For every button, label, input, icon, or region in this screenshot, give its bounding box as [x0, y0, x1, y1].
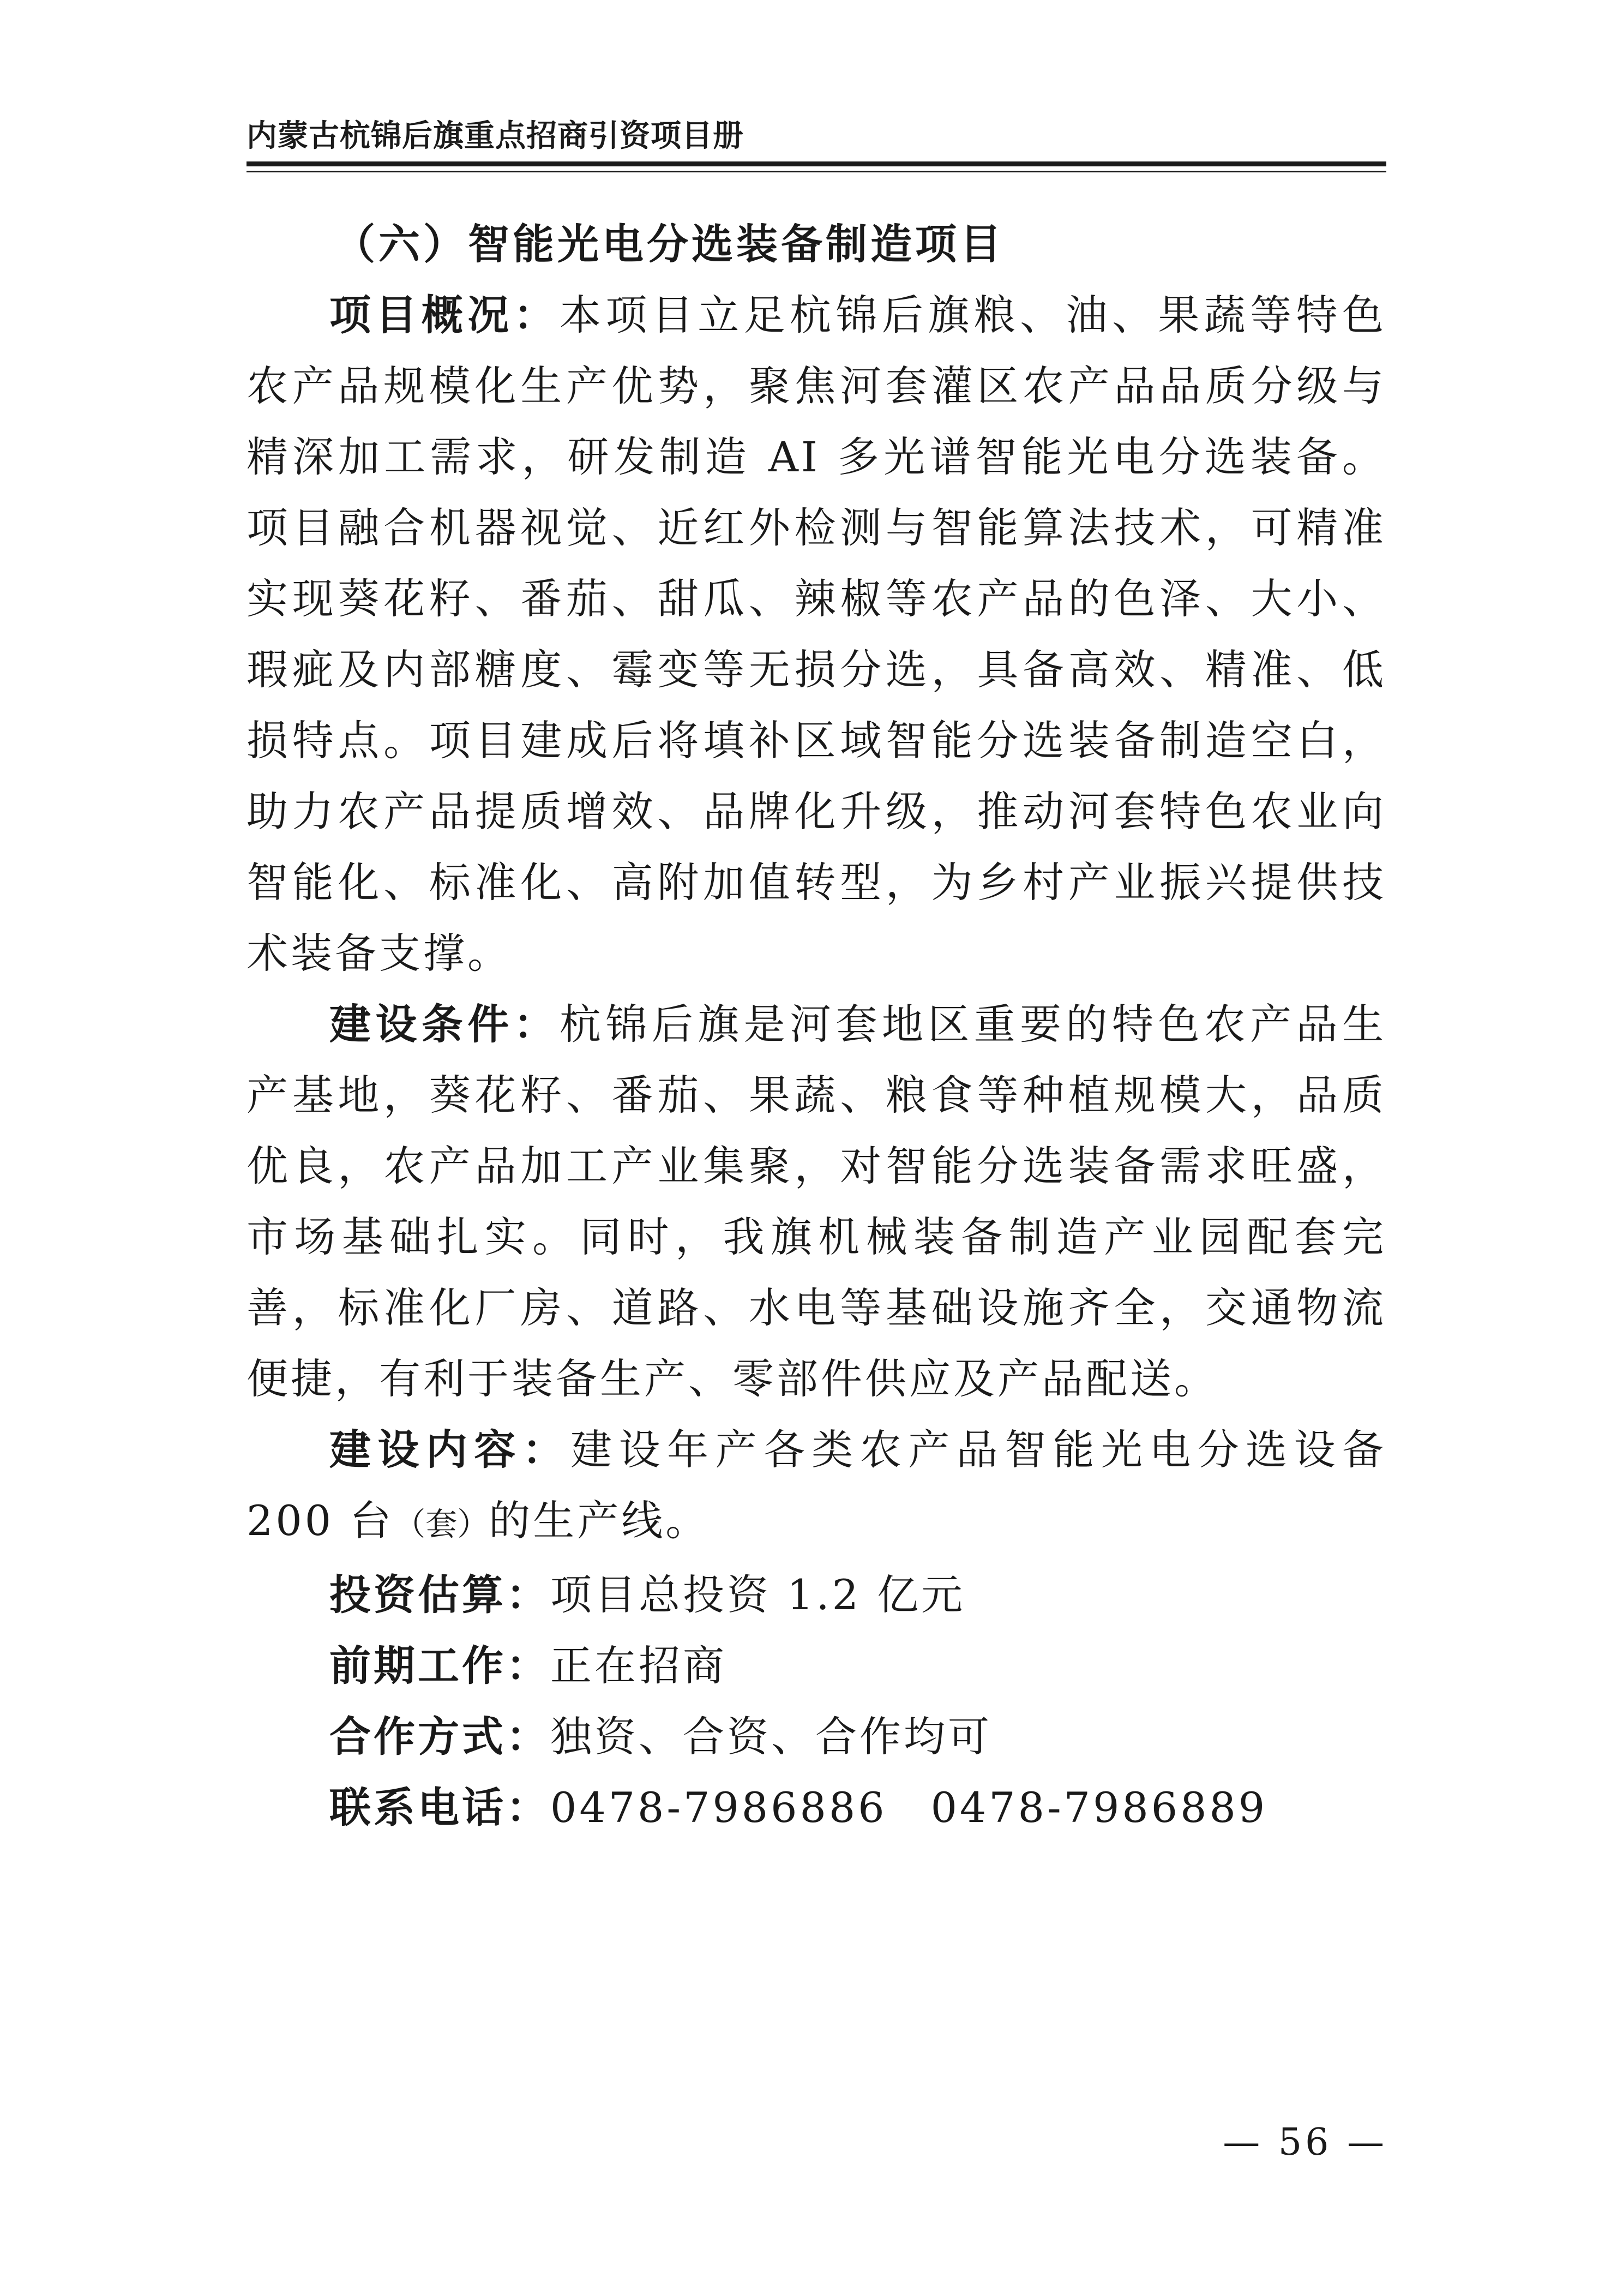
running-header: 内蒙古杭锦后旗重点招商引资项目册 — [247, 118, 744, 154]
content-paragraph — [247, 1414, 1386, 1560]
overview-label: 项目概况： — [329, 291, 560, 339]
cooperation-label: 合作方式： — [329, 1712, 550, 1761]
conditions-paragraph — [247, 989, 1386, 1414]
investment-label: 投资估算： — [329, 1570, 550, 1619]
header-rule-thin — [247, 171, 1386, 172]
header-rule — [247, 161, 1386, 166]
page-content — [247, 209, 1386, 1843]
content-text-end: 的生产线。 — [489, 1496, 710, 1545]
section-heading: （六）智能光电分选装备制造项目 — [334, 220, 1005, 268]
contact-phone-2: 0478-7986889 — [930, 1783, 1268, 1832]
cooperation-text: 独资、合资、合作均可 — [550, 1712, 992, 1761]
content-label: 建设内容： — [329, 1425, 571, 1474]
overview-text: 本项目立足杭锦后旗粮、油、果蔬等特色农产品规模化生产优势，聚焦河套灌区农产品品质分级与精深加工需求，研发制造 AI 多光谱智能光电分选装备。项目融合机器视觉、近红外检测与智能算法技术，可精准实现葵花籽、番茄、甜瓜、辣椒等农产品的色泽、大小、瑕疵及内部糖度、霉变等无损分选，具备高效、精准、低损特点。项目建成后将填补区域智能分选装备制造空白，助力农产品提质增效、品牌化升级，推动河套特色农业向智能化、标准化、高附加值转型，为乡村产业振兴提供技术装备支撑。 — [247, 291, 1387, 978]
conditions-text: 杭锦后旗是河套地区重要的特色农产品生产基地，葵花籽、番茄、果蔬、粮食等种植规模大，品质优良，农产品加工产业集聚，对智能分选装备需求旺盛，市场基础扎实。同时，我旗机械装备制造产业园配套完善，标准化厂房、道路、水电等基础设施齐全，交通物流便捷，有利于装备生产、零部件供应及产品配送。 — [247, 1000, 1387, 1403]
conditions-label: 建设条件： — [329, 1000, 560, 1048]
content-unit: （套） — [394, 1506, 489, 1543]
investment-line — [247, 1560, 1386, 1630]
preliminary-label: 前期工作： — [329, 1641, 550, 1690]
preliminary-text: 正在招商 — [550, 1641, 727, 1690]
overview-paragraph — [247, 280, 1386, 989]
contact-phone-1: 0478-7986886 — [550, 1783, 887, 1832]
cooperation-line — [247, 1701, 1386, 1772]
investment-text: 项目总投资 1.2 亿元 — [550, 1570, 966, 1619]
preliminary-line — [247, 1630, 1386, 1701]
contact-line — [247, 1772, 1386, 1843]
page-number: — 56 — — [1223, 2121, 1387, 2164]
contact-label: 联系电话： — [329, 1783, 550, 1832]
content-text: 建设年产各类农产品智能光电分选设备 200 台 — [247, 1425, 1387, 1545]
